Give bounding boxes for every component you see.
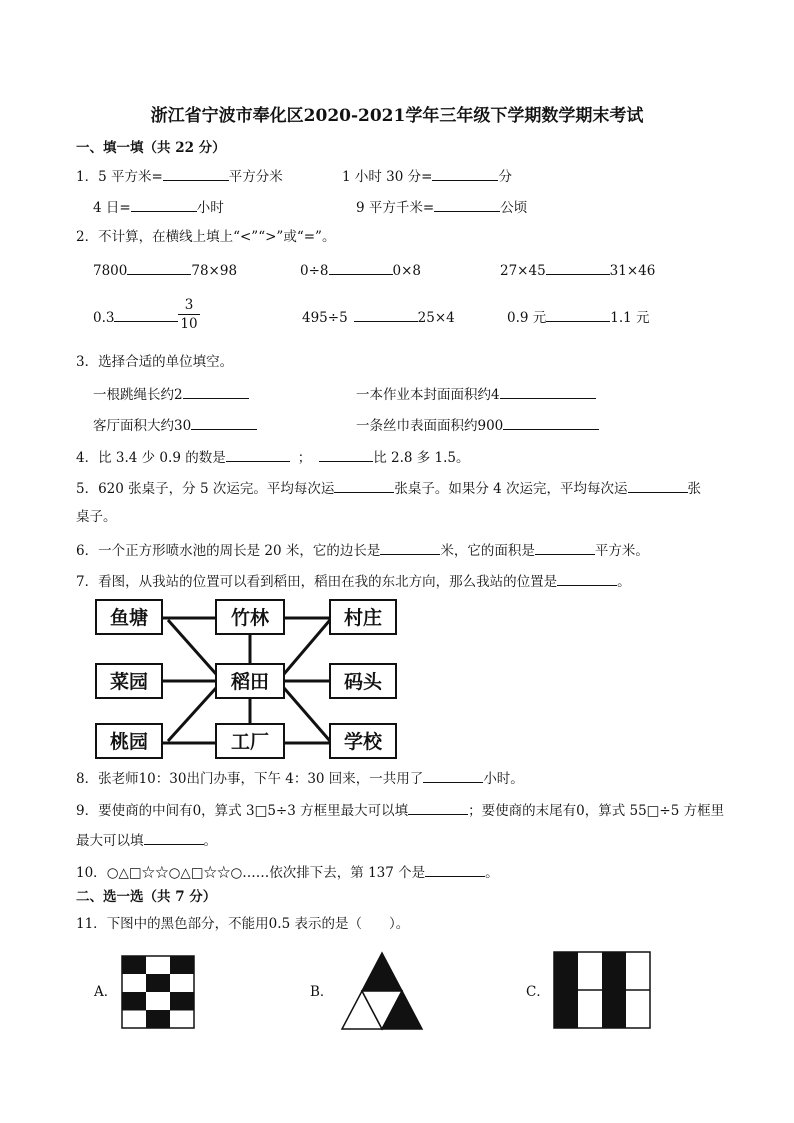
answer-blank[interactable] xyxy=(503,415,599,430)
answer-blank[interactable] xyxy=(432,166,498,181)
map-cell-peach-orchard xyxy=(96,724,162,758)
option-a-label[interactable]: A． xyxy=(94,984,118,1000)
question-10: 10．○△□☆☆○△□☆☆○……依次排下去，第 137 个是 。 xyxy=(76,862,499,882)
question-9-line2: 最大可以填 。 xyxy=(76,830,217,850)
question-number: 7． xyxy=(76,574,99,590)
map-label: 村庄 xyxy=(343,607,383,629)
compare-row2-a: 0.3 xyxy=(93,307,178,327)
answer-blank[interactable] xyxy=(408,800,468,815)
map-label: 鱼塘 xyxy=(109,607,149,629)
answer-blank[interactable] xyxy=(535,540,595,555)
answer-blank[interactable] xyxy=(144,830,204,845)
map-cell-village xyxy=(330,600,396,634)
compare-row1-c: 27×45 31×46 xyxy=(500,260,655,280)
question-3-part-b: 一本作业本封面面积约4 xyxy=(356,384,596,404)
question-4: 4．比 3.4 少 0.9 的数是 ； 比 2.8 多 1.5。 xyxy=(76,447,470,467)
question-5-line1: 5．620 张桌子，分 5 次运完。平均每次运 张桌子。如果分 4 次运完，平均每次运 张 xyxy=(76,478,701,498)
map-label: 码头 xyxy=(343,671,383,693)
question-1-row1: 1．5 平方米= 平方分米 xyxy=(76,166,283,186)
question-1-part-c: 4 日= 小时 xyxy=(93,197,224,217)
question-number: 10． xyxy=(76,865,107,881)
answer-blank[interactable] xyxy=(183,384,249,399)
question-number: 8． xyxy=(76,771,99,787)
option-b-triangle-figure[interactable] xyxy=(340,951,424,1031)
answer-blank[interactable] xyxy=(354,307,418,322)
question-3-text: 3．选择合适的单位填空。 xyxy=(76,354,234,370)
map-label: 菜园 xyxy=(109,671,149,693)
answer-blank[interactable] xyxy=(319,447,373,462)
answer-blank[interactable] xyxy=(500,384,596,399)
map-cell-vegetable-garden xyxy=(96,664,162,698)
answer-blank[interactable] xyxy=(114,307,178,322)
question-number: 5． xyxy=(76,481,99,497)
location-map-diagram xyxy=(90,596,402,760)
question-1-part-d: 9 平方千米= 公顷 xyxy=(356,197,527,217)
question-5-line2: 桌子。 xyxy=(76,509,117,525)
map-label: 竹林 xyxy=(230,607,270,629)
question-number: 2． xyxy=(76,229,99,245)
map-label: 工厂 xyxy=(230,731,270,753)
answer-blank[interactable] xyxy=(546,307,610,322)
compare-row1-b: 0÷8 0×8 xyxy=(300,260,421,280)
fraction-three-tenths xyxy=(178,296,200,333)
compare-row1-a: 7800 78×98 xyxy=(93,260,237,280)
answer-blank[interactable] xyxy=(334,478,394,493)
answer-blank[interactable] xyxy=(163,166,229,181)
question-number: 6． xyxy=(76,543,99,559)
map-cell-dock xyxy=(330,664,396,698)
section-heading-choose: 二、选一选（共 7 分） xyxy=(76,889,217,905)
option-a-checker-figure[interactable] xyxy=(121,955,195,1029)
map-cell-factory xyxy=(216,724,284,758)
map-label: 桃园 xyxy=(109,731,149,753)
answer-blank[interactable] xyxy=(131,197,197,212)
question-3-part-d: 一条丝巾表面面积约900 xyxy=(356,415,599,435)
fraction-denominator: 10 xyxy=(180,316,198,332)
question-number: 4． xyxy=(76,450,99,466)
question-7: 7．看图，从我站的位置可以看到稻田，稻田在我的东北方向，那么我站的位置是 。 xyxy=(76,571,631,591)
answer-blank[interactable] xyxy=(557,571,617,586)
answer-blank[interactable] xyxy=(191,415,257,430)
map-cell-bamboo xyxy=(216,600,284,634)
question-8: 8．张老师10：30出门办事，下午 4：30 回来，一共用了 小时。 xyxy=(76,768,524,788)
fraction-numerator: 3 xyxy=(178,296,200,315)
question-11: 11．下图中的黑色部分，不能用0.5 表示的是（ ）。 xyxy=(76,916,410,932)
answer-blank[interactable] xyxy=(329,260,393,275)
option-c-label[interactable]: C． xyxy=(526,984,550,1000)
question-6: 6．一个正方形喷水池的周长是 20 米，它的边长是 米，它的面积是 平方米。 xyxy=(76,540,649,560)
answer-blank[interactable] xyxy=(380,540,440,555)
answer-blank[interactable] xyxy=(423,768,483,783)
question-2-text: 2．不计算，在横线上填上“<”“>”或“=”。 xyxy=(76,229,336,245)
question-1-part-b: 1 小时 30 分= 分 xyxy=(342,166,512,186)
question-9-line1: 9．要使商的中间有0，算式 3□5÷3 方框里最大可以填 ；要使商的末尾有0，算式 55□÷5 方框里 xyxy=(76,800,724,820)
answer-blank[interactable] xyxy=(434,197,500,212)
question-3-part-a: 一根跳绳长约2 xyxy=(93,384,249,404)
question-number: 11． xyxy=(76,916,107,932)
question-number: 1． xyxy=(76,169,99,185)
answer-blank[interactable] xyxy=(226,447,290,462)
compare-row2-b: 495÷5 25×4 xyxy=(302,307,455,327)
answer-blank[interactable] xyxy=(425,862,485,877)
map-label: 稻田 xyxy=(230,671,270,693)
map-cell-pond xyxy=(96,600,162,634)
map-cell-school xyxy=(330,724,396,758)
option-b-label[interactable]: B． xyxy=(310,984,334,1000)
option-c-stripes-figure[interactable] xyxy=(553,951,651,1029)
map-cell-rice-field xyxy=(216,664,284,698)
map-label: 学校 xyxy=(343,731,383,753)
answer-blank[interactable] xyxy=(628,478,688,493)
answer-blank[interactable] xyxy=(127,260,191,275)
section-heading-fill: 一、填一填（共 22 分） xyxy=(76,140,226,156)
compare-row2-c: 0.9 元 1.1 元 xyxy=(507,307,650,327)
question-3-part-c: 客厅面积大约30 xyxy=(93,415,257,435)
page-title: 浙江省宁波市奉化区2020-2021学年三年级下学期数学期末考试 xyxy=(150,106,644,126)
question-number: 3． xyxy=(76,354,99,370)
answer-blank[interactable] xyxy=(546,260,610,275)
question-number: 9． xyxy=(76,803,99,819)
